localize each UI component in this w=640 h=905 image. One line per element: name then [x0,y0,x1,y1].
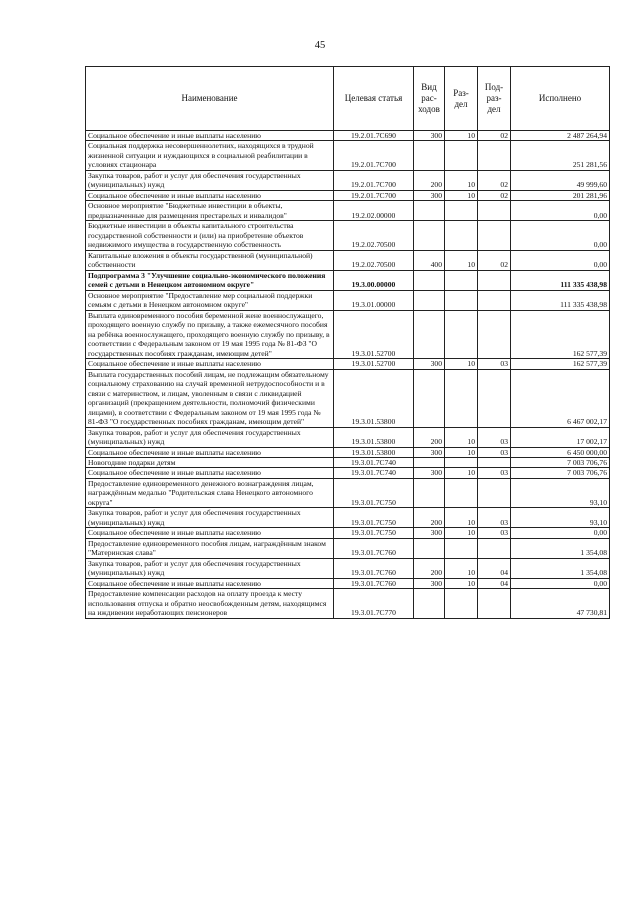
row-target-code: 19.3.01.7С750 [334,528,414,538]
row-vid: 200 [414,558,445,578]
table-row [86,359,610,369]
row-target-code: 19.3.01.7С740 [334,468,414,478]
row-target-code: 19.3.01.53800 [334,427,414,447]
row-razdel [445,538,478,558]
row-podrazdel [478,310,511,358]
row-vid [414,538,445,558]
budget-table [85,66,610,619]
row-name: Выплата единовременного пособия беременной жене военнослужащего, проходящего военную службу по призыву, а также ежемесячного пособия на ребёнка военнослужащего, проходящего военную службу по призыву, в соответствии с Федеральным законом от 19 мая 1995 года № 81-ФЗ "О государственных пособиях гражданам, имеющим детей" [86,310,334,358]
row-razdel: 10 [445,508,478,528]
row-name: Закупка товаров, работ и услуг для обеспечения государственных (муниципальных) нужд [86,170,334,190]
row-amount: 6 450 000,00 [511,447,610,457]
row-razdel: 10 [445,359,478,369]
row-razdel: 10 [445,250,478,270]
row-razdel [445,310,478,358]
row-vid: 300 [414,131,445,141]
row-target-code: 19.2.02.70500 [334,250,414,270]
header-razdel: Раз- дел [445,67,478,131]
row-name: Закупка товаров, работ и услуг для обеспечения государственных (муниципальных) нужд [86,508,334,528]
table-row [86,369,610,427]
table-row [86,250,610,270]
row-vid: 300 [414,578,445,588]
row-name: Социальная поддержка несовершеннолетних, находящихся в трудной жизненной ситуации и нуждающихся в социальной реабилитации в условиях стационара [86,141,334,170]
row-podrazdel [478,221,511,250]
row-vid [414,270,445,290]
table-row [86,558,610,578]
row-amount: 47 730,81 [511,589,610,618]
row-amount: 7 003 706,76 [511,457,610,467]
page-number: 45 [314,40,326,51]
row-name: Социальное обеспечение и иные выплаты населению [86,468,334,478]
row-target-code: 19.3.01.52700 [334,310,414,358]
row-razdel: 10 [445,427,478,447]
row-amount: 0,00 [511,528,610,538]
row-vid: 300 [414,468,445,478]
row-amount: 162 577,39 [511,310,610,358]
row-amount: 7 003 706,76 [511,468,610,478]
row-name: Предоставление единовременного пособия лицам, награждённым знаком "Материнская слава" [86,538,334,558]
row-name: Капитальные вложения в объекты государственной (муниципальной) собственности [86,250,334,270]
row-podrazdel: 04 [478,578,511,588]
row-amount: 0,00 [511,578,610,588]
row-vid [414,589,445,618]
row-podrazdel: 03 [478,468,511,478]
table-row [86,528,610,538]
row-vid [414,201,445,221]
row-amount: 1 354,08 [511,538,610,558]
row-razdel [445,141,478,170]
row-podrazdel [478,201,511,221]
row-vid: 300 [414,447,445,457]
row-name: Основное мероприятие "Бюджетные инвестиции в объекты, предназначенные для размещения престарелых и инвалидов" [86,201,334,221]
row-podrazdel: 02 [478,170,511,190]
row-podrazdel [478,141,511,170]
row-target-code: 19.3.01.7С760 [334,578,414,588]
row-podrazdel: 04 [478,558,511,578]
row-podrazdel: 03 [478,427,511,447]
row-podrazdel [478,478,511,507]
row-razdel: 10 [445,170,478,190]
row-name: Подпрограмма 3 "Улучшение социально-экономического положения семей с детьми в Ненецком автономном округе" [86,270,334,290]
row-name: Закупка товаров, работ и услуг для обеспечения государственных (муниципальных) нужд [86,427,334,447]
row-podrazdel: 03 [478,508,511,528]
row-amount: 49 999,60 [511,170,610,190]
table-row [86,478,610,507]
row-vid: 400 [414,250,445,270]
row-razdel: 10 [445,468,478,478]
row-vid: 200 [414,508,445,528]
header-vid: Вид рас- ходов [414,67,445,131]
row-vid [414,457,445,467]
row-vid: 200 [414,427,445,447]
row-amount: 2 487 264,94 [511,131,610,141]
table-row [86,427,610,447]
row-name: Бюджетные инвестиции в объекты капитального строительства государственной собственности и (или) на приобретение объектов недвижимого имущества в государственную собственность [86,221,334,250]
row-razdel [445,589,478,618]
row-amount: 251 281,56 [511,141,610,170]
row-name: Социальное обеспечение и иные выплаты населению [86,578,334,588]
row-target-code: 19.3.01.53800 [334,447,414,457]
row-name: Социальное обеспечение и иные выплаты населению [86,190,334,200]
header-executed: Исполнено [511,67,610,131]
row-amount: 111 335 438,98 [511,290,610,310]
table-row [86,221,610,250]
table-row [86,170,610,190]
row-amount: 0,00 [511,221,610,250]
row-target-code: 19.2.01.7С700 [334,141,414,170]
row-podrazdel: 02 [478,250,511,270]
table-row [86,589,610,618]
row-podrazdel [478,538,511,558]
row-razdel [445,270,478,290]
row-vid [414,221,445,250]
table-row [86,578,610,588]
row-vid [414,478,445,507]
row-razdel: 10 [445,131,478,141]
row-razdel: 10 [445,578,478,588]
row-razdel [445,369,478,427]
row-target-code: 19.3.01.7С750 [334,508,414,528]
row-target-code: 19.3.01.53800 [334,369,414,427]
row-target-code: 19.3.01.7С740 [334,457,414,467]
row-target-code: 19.3.01.7С760 [334,538,414,558]
row-vid [414,369,445,427]
row-vid [414,141,445,170]
header-podrazdel: Под- раз- дел [478,67,511,131]
row-podrazdel: 02 [478,131,511,141]
table-row [86,190,610,200]
row-name: Предоставление единовременного денежного вознаграждения лицам, награждённым медалью "Родительская слава Ненецкого автономного округа" [86,478,334,507]
row-vid: 200 [414,170,445,190]
row-razdel [445,221,478,250]
row-target-code: 19.3.01.52700 [334,359,414,369]
header-target: Целевая статья [334,67,414,131]
row-amount: 93,10 [511,508,610,528]
table-row [86,270,610,290]
row-podrazdel [478,457,511,467]
row-amount: 93,10 [511,478,610,507]
row-target-code: 19.3.01.00000 [334,290,414,310]
row-razdel [445,290,478,310]
row-razdel: 10 [445,190,478,200]
row-amount: 6 467 002,17 [511,369,610,427]
row-razdel: 10 [445,558,478,578]
row-amount: 1 354,08 [511,558,610,578]
row-target-code: 19.2.02.00000 [334,201,414,221]
row-target-code: 19.2.01.7С700 [334,190,414,200]
row-podrazdel [478,369,511,427]
row-podrazdel: 03 [478,447,511,457]
table-row [86,201,610,221]
row-razdel: 10 [445,528,478,538]
row-razdel: 10 [445,447,478,457]
row-name: Социальное обеспечение и иные выплаты населению [86,447,334,457]
row-target-code: 19.3.01.7С770 [334,589,414,618]
row-vid [414,310,445,358]
row-name: Предоставление компенсации расходов на оплату проезда к месту использования отпуска и обратно неосвобожденным детям, находящимся на иждивении неработающих пенсионеров [86,589,334,618]
row-podrazdel: 02 [478,190,511,200]
row-amount: 0,00 [511,201,610,221]
table-row [86,131,610,141]
row-target-code: 19.2.01.7С700 [334,170,414,190]
row-target-code: 19.2.01.7С690 [334,131,414,141]
row-podrazdel: 03 [478,359,511,369]
row-razdel [445,478,478,507]
row-podrazdel [478,270,511,290]
row-name: Основное мероприятие "Предоставление мер социальной поддержки семьям с детьми в Ненецком автономном округе" [86,290,334,310]
row-podrazdel [478,589,511,618]
row-target-code: 19.3.00.00000 [334,270,414,290]
table-header-row [86,67,610,131]
row-amount: 0,00 [511,250,610,270]
row-target-code: 19.3.01.7С760 [334,558,414,578]
table-row [86,447,610,457]
table-row [86,290,610,310]
row-amount: 17 002,17 [511,427,610,447]
row-name: Новогодние подарки детям [86,457,334,467]
row-amount: 111 335 438,98 [511,270,610,290]
row-vid [414,290,445,310]
table-body [86,131,610,619]
row-amount: 201 281,96 [511,190,610,200]
row-vid: 300 [414,190,445,200]
row-name: Социальное обеспечение и иные выплаты населению [86,131,334,141]
table-row [86,538,610,558]
table-row [86,508,610,528]
header-name: Наименование [86,67,334,131]
row-name: Социальное обеспечение и иные выплаты населению [86,528,334,538]
row-name: Социальное обеспечение и иные выплаты населению [86,359,334,369]
row-vid: 300 [414,359,445,369]
table-row [86,141,610,170]
row-target-code: 19.2.02.70500 [334,221,414,250]
row-vid: 300 [414,528,445,538]
row-name: Выплата государственных пособий лицам, не подлежащим обязательному социальному страхованию на случай временной нетрудоспособности и в связи с материнством, и лицам, уволенным в связи с ликвидацией организаций (прекращением деятельности, полномочий физическими лицами), в соответствии с Федеральным законом от 19 мая 1995 года № 81-ФЗ "О государственных пособиях гражданам, имеющим детей" [86,369,334,427]
table-row [86,457,610,467]
row-name: Закупка товаров, работ и услуг для обеспечения государственных (муниципальных) нужд [86,558,334,578]
row-amount: 162 577,39 [511,359,610,369]
row-razdel [445,457,478,467]
table-row [86,310,610,358]
row-razdel [445,201,478,221]
table-row [86,468,610,478]
row-podrazdel: 03 [478,528,511,538]
row-podrazdel [478,290,511,310]
row-target-code: 19.3.01.7С750 [334,478,414,507]
